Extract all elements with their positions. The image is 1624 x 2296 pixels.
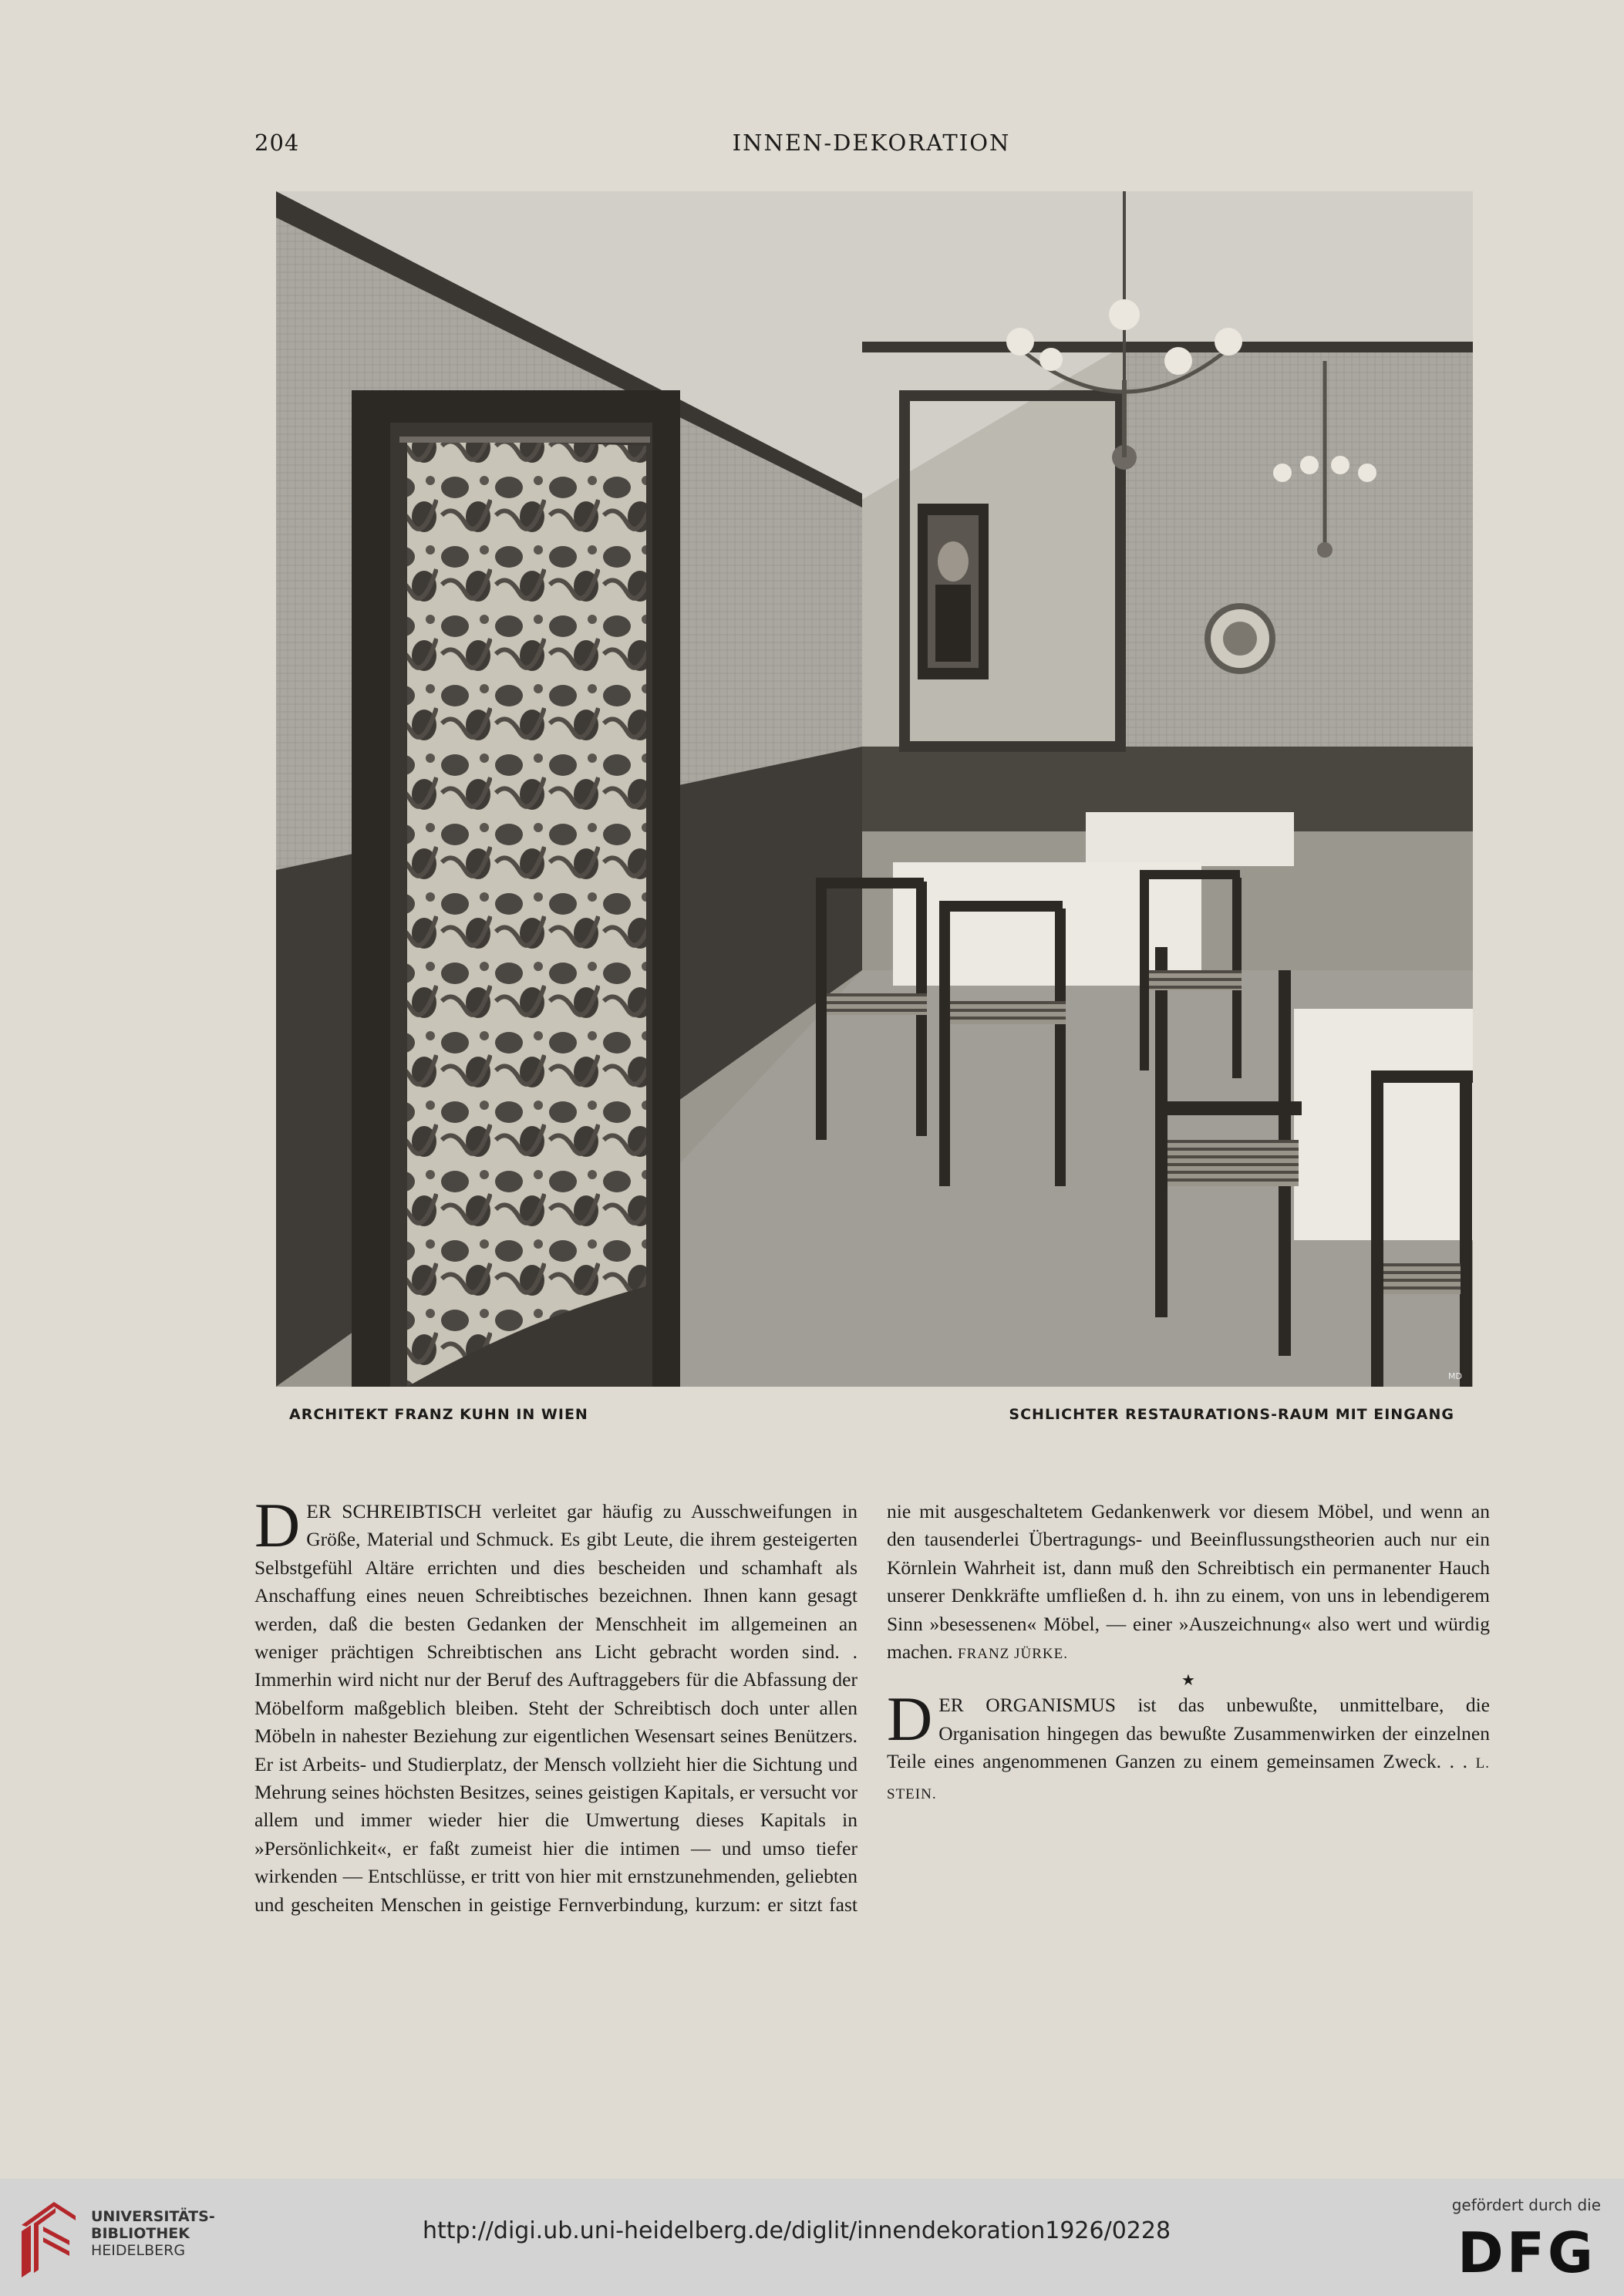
dfg-logo: DFG (1457, 2220, 1596, 2285)
article-body: verleitet gar häufig zu Ausschweifungen in Größe, Material und Schmuck. Es gibt Leute, die ihrem gesteigerten Selbstgefühl Altäre errichten und dies bescheiden und schamhaft als Anschaffung eines neuen Schreibtisches bezeichnen. Ihnen kann gesagt werden, daß die besten Gedanken der Menschheit im allgemeinen an weniger prächtigen Schreibtischen ans Licht gebracht worden sind. . Immerhin wird nicht nur der Beruf des Auftraggebers für die Abfassung der Möbelform maßgeblich bleiben. Steht der Schreibtisch doch unter allen Möbeln in nahester Beziehung zur eigentlichen Wesensart seines Benützers. Er ist Arbeits- und Studierplatz, der Mensch vollzieht hier die Sichtung und Mehrung seines höchsten Besitzes, seines geistigen Kapitals, er versucht vor allem und immer wieder hier die Umwertung dieses Kapitals in »Persönlichkeit«, er faßt zumeist hier die intimen — und umso tiefer wirkenden — Entschlüsse, er tritt von hier mit ernstzunehmenden, geliebten und gescheiten Menschen in geistige Fernverbindung, kurzum: er sitzt fast nie mit ausgeschaltetem Gedankenwerk vor diesem Möbel, und wenn an den tausenderlei Übertragungs- und Beeinflussungstheorien auch nur ein Körnlein Wahrheit ist, dann muß den Schreibtisch ein permanenter Hauch unserer Denkkräfte umfließen d. h. ihn zu einem, von uns in lebendigerem Sinn »besessenen« Möbel, — einer »Auszeichnung« also wert und würdig machen. (254, 1500, 1490, 1916)
article-columns (254, 1490, 1490, 1945)
viewer-footer (0, 2179, 1624, 2296)
library-name (91, 2208, 215, 2259)
dropcap-d: D (254, 1490, 301, 1560)
star-separator: ★ (1181, 1672, 1195, 1690)
article2-body: ist das unbewußte, unmittelbare, die Organisation hingegen das bewußte Zusammenwirken der einzelnen Teile eines angenommenen Ganzen zu einem gemeinsamen Zweck. . . (887, 1694, 1490, 1773)
article-lead: ER SCHREIBTISCH (306, 1500, 482, 1522)
running-title: INNEN-DEKORATION (732, 130, 1011, 156)
page-header (254, 130, 1488, 160)
article-organismus (887, 1684, 1490, 1809)
restaurant-room-photo (276, 191, 1473, 1387)
article2-lead: ER ORGANISMUS (938, 1694, 1116, 1717)
library-line-1: UNIVERSITÄTS- (91, 2208, 215, 2225)
caption-title: SCHLICHTER RESTAURATIONS-RAUM MIT EINGANG (1009, 1406, 1454, 1423)
caption-architect: ARCHITEKT FRANZ KUHN IN WIEN (289, 1406, 588, 1423)
library-line-2: BIBLIOTHEK (91, 2225, 190, 2242)
author-jurke: FRANZ JÜRKE. (958, 1646, 1068, 1663)
university-library-logo-icon (15, 2194, 82, 2281)
photo-plate-mark: MD (1448, 1371, 1462, 1381)
dropcap-d2: D (887, 1684, 933, 1755)
library-line-3: HEIDELBERG (91, 2242, 186, 2259)
permalink-url[interactable]: http://digi.ub.uni-heidelberg.de/diglit/innendekoration1926/0228 (423, 2217, 1171, 2244)
author-stein: L. STEIN. (887, 1755, 1490, 1802)
funded-by-label: gefördert durch die (1451, 2196, 1601, 2214)
page-number: 204 (254, 130, 300, 156)
